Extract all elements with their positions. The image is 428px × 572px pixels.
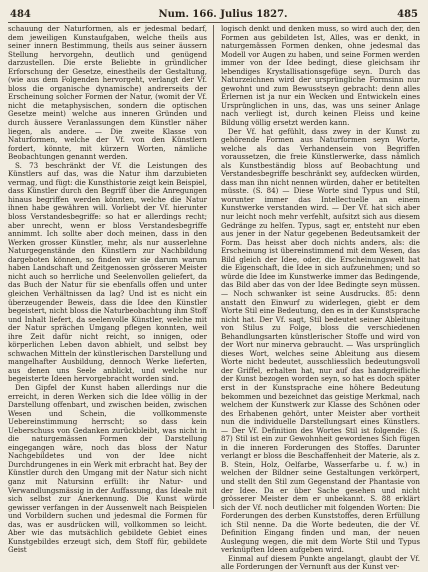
- left-column: [8, 24, 207, 555]
- left-paragraph-1: schauung der Naturformen, als er jedesmal bedarf, dem jeweiligen Kunstaufgaben, welche theils aus seiner innern Bestimmung, theils aus seiner äussern Stellung hervorgehn, deutlich und genügend darzustellen. Die erste Beliebte in gründlicher Erforschung der Gesetze, einestheils der Gestaltung, (wie aus dem Folgenden hervorgeht, verlangt der Vf. bloss die organische dynamische) andrerseits der Erscheinung solcher Formen der Natur, (womit der Vf. nicht die metaphysischen, sondern die optischen Gesetze meint) welche aus inneren Gründen und durch äussere Veranlassungen dem Künstler näher liegen, als andere. — Die zweite Klasse von Naturformen, welche der Vf. von den Künstlern fordert, könnte, mit kürzern Worten, nämliche Beobachtungen genannt werden.: [8, 24, 207, 162]
- right-paragraph-1: logisch denkt und denken muss, so wird auch der, den Formen aus gebildeten Ist, Alles, was er denkt, in naturgemässen Formen denken, ohne jedesmal das Modell vor Augen zu haben, und seine Formen werden immer von der Idee bedingt, diese gleichsam ihr lebendiges Krystallisationsgefüge seyn. Durch das Naturzeichnen wird der ursprüngliche Formsinn nur gewohnt und zum Bewusstseyn gebracht: denn alles Erlernen ist ja nur ein Wecken und Entwickeln eines Ursprünglichen in uns, das, was uns seiner Anlage nach verliegt ist, durch keinen Fleiss und keine Bildung völlig ersetzt werden kann.: [221, 24, 420, 128]
- right-paragraph-2: Der Vf. hat gefühlt, dass zwey in der Kunst zu gehörende Formen aus Naturformen seyn Worte, welche als das Verhandensein von Begriffen voraussetzen, die freie Künstlerwerke, dass nämlich als Kunstbeständig bloss auf Beobachtung und Verstandesbegriffe beschränkt sey, aufdecken würden, dass man ihn nicht nennen würden, daher er betitelten müsste. (S. 84) — Diese Worte sind Typus und Stil, worunter immer das Intellectuelle an einem Kunstwerke verstanden wird. — Der Vf. hat sich aber nur leicht noch mehr verfehlt, aufsitzt sich aus diesem Gedränge zu helfen. Typus, sagt er, entsteht nur eben aus jener in der Natur gegebenen Bedeutsamkeit der Form. Das heisst aber doch nichts anders, als: die Erscheinung ist übereinstimmend mit dem Wesen, das Bild gleich der Idee, oder, die Erscheinungswelt hat die Eigenschaft, die Idee in sich aufzunehmen; und so würde die Idee im Kunstwerke immer das Bedingende, das Bild aber das von der Idee Bedingte seyn müssen. — Noch schwanker ist seine Ausdrucks. 85: denn anstatt den Einwurf zu widerlegen, giebt er dem Worte Stil eine Bedeutung, den es in der Kunstsprache nicht hat. Der Vf. sagt, Stil bedeutet seiner Ableitung von Stilus zu Folge, bloss die verschiedenen Behandlungsarten künstlerischer Stoffe und wird von der Wort nur minerva gebraucht. — Was ursprünglich dieses Wort, welches seine Ableitung aus diesem Worte nicht bedeutet, ausschliesslich bedeutungsvoll der Griffel, erhalten hat, nur auf das handgreifliche der Kunst bezogen worden seyn, so hat es doch später erst in der Kunstsprache eine höhere Bedeutung bekommen und bezeichnet das geistige Merkmal, nach welchem der Kunstwerk zur Klasse des Schönen oder des Erhabenen gehört, unter Meister aber vortheit nun die individuelle Darstellungsart eines Künstlers. — Der Vf. Definition des Wortes Stil ist folgende: (S. 87) Stil ist ein zur Gewohnheit gewordenes Sich fügen in die inneren Forderungen des Stoffes. Darunter verlangt er bloss die Beschaffenheit der Materie, als z. B. Stein, Holz, Oelfarbe, Wasserfarbe u. f. w.) in welchen der Bildner seine Gestaltungen verkörpert, und stellt den Stil zum Gegenstand der Phantasie von der Idee. Da er über Sache gesehen und nicht grösserer Meister dem er unbekannt. S. 88 erklärt sich der Vf. noch deutlicher mit folgenden Worten: Die Forderungen des derben Kunststoffes, deren Erfüllung ich Stil nenne. Da die Worte bedeuten, die der Vf. Definition Eingang finden und man, der neuen Auslegung wegen, die mit dem Worte Stil und Typus verknüpften Ideen aufgeben wird.: [221, 126, 420, 555]
- column-divider: [213, 25, 214, 509]
- page-number-left: 484: [10, 9, 31, 20]
- right-column: [221, 24, 420, 572]
- page-header: [8, 8, 420, 23]
- left-paragraph-3: Den Gipfel der Kunst haben allerdings nur die erreicht, in deren Werken sich die Idee völlig in der Darstellung offenbart, und zwischen beiden, zwischen Wesen und Schein, die vollkommenste Uebereinstimmung herrscht; so dass kein Ueberschuss von Gedanken zurückbleibt, was nicht in die naturgemässen Formen der Darstellung eingegangen wäre, noch das bloss der Natur Nachgebildetes und von der Idee nicht Durchdrungenes in ein Werk mit erbracht hat. Bey der Künstler durch den Umgang mit der Natur sich nicht ganz mit Natursinn erfüllt: ihr Natur- und Verwandlungsmässig in der Auffassung, das Ideale mit sich selbst zur Anerkennung. Die Kunst würde gewisser verfangen in der Aussenwelt nach Beispielen und Vorbildern suchen und jedesmal die Formen für das, was er ausdrücken will, vollkommen so leicht. Aber wie das mutsächlich gebildete Gebiet eines Kunstgebildes erzeugt sich, dem Stoff für, gebildete Geist: [8, 382, 207, 555]
- page-number-right: 485: [397, 9, 418, 20]
- right-paragraph-3: Einmal auf diesem Punkte angelangt, glaubt der Vf. alle Forderungen der Vernunft aus der Kunst ver-: [221, 553, 420, 572]
- issue-title: Num. 166. Julius 1827.: [158, 9, 288, 20]
- left-paragraph-2: S. 73 beschränkt der Vf. die Leistungen des Künstlers auf das, was die Natur ihm darzubieten vermag, und fügt: die Kunsthistorie zeigt kein Beispiel, dass Künstler durch den Begriff über die Anregungen hinaus begriffen werden könnten, welche die Natur ihnen habe gewähren will. Vorliebt der Vf. hierunter bloss Verstandesbegriffe: so hat er allerdings recht; aber unrecht, wenn er bloss Verstandesbegriffe annimmt. Ich sollte aber doch meinen, dass in den Werken grosser Künstler, mehr, als nur ausserlehne Naturgegenstände den Künstlern zur Nachbildung dargeboten können, so finden wir sie darum warum haben Landschaft und Zeitgenossen grösserer Meister nicht auch so herrliche und Seelenvollen geliefert, da das Buch der Natur für sie ebenfalls offen und unter gleichen Verhältnissen da lag? Und ist es nicht ein überzeugender Beweis, dass die Idee den Künstler begeistert, nicht bloss die Naturbeobachtung ihm Stoff und Inhalt liefert, da seelenvolle Künstler, welche mit der Natur sprächen Umgang pflegen konnten, weil ihre Zeit dafür nicht reicht, so innigen, oder körperlichen Leben davon abhielt, und selbst bey schwachen Mitteln der künstlerischen Darstellung und mangelhafter Ausbildung, dennoch Werke lieferten, aus denen uns Seele anblickt, und welche nur begeisterte Ideen hervorgebracht worden sind.: [8, 160, 207, 384]
